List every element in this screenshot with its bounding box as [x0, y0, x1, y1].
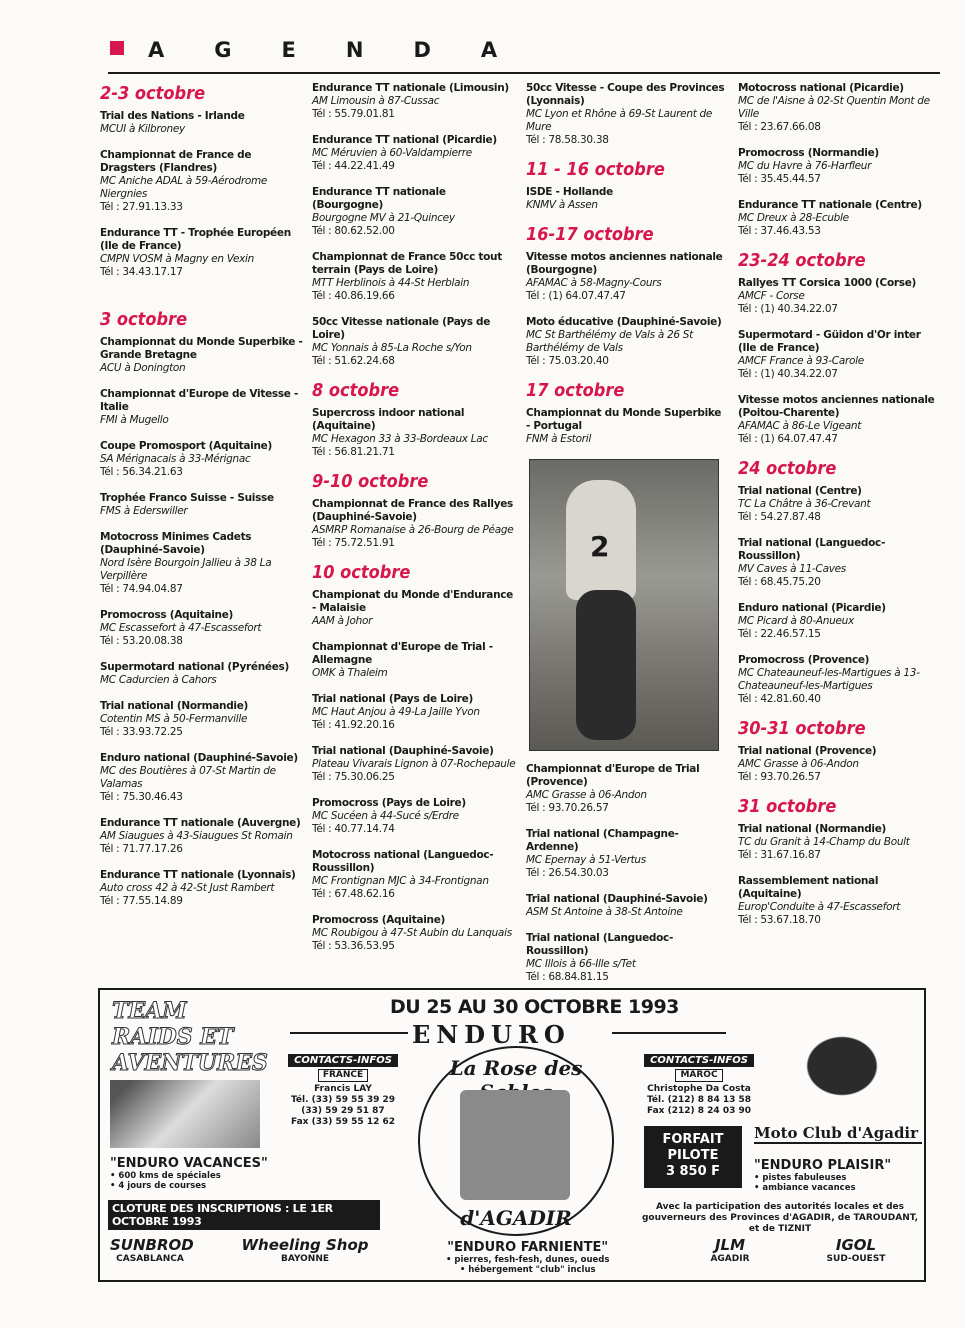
event-phone: Tél : 22.46.57.15: [738, 628, 821, 640]
agenda-event: [738, 745, 941, 784]
agenda-event: [738, 199, 941, 238]
event-phone: Tél : 71.77.17.26: [100, 843, 183, 855]
event-organizer: MC Frontignan MJC à 34-Frontignan: [312, 875, 489, 887]
event-title: Promocross (Provence): [738, 654, 870, 666]
agenda-event: [312, 82, 517, 121]
event-title: Trial national (Normandie): [738, 823, 887, 835]
sponsor-igol: IGOL SUD-OUEST: [826, 1236, 886, 1264]
event-title: Trial national (Provence): [738, 745, 877, 757]
trial-rider-photo: [529, 459, 719, 751]
event-title: Enduro national (Dauphiné-Savoie): [100, 752, 298, 764]
event-organizer: MC Sucéen à 44-Sucé s/Erdre: [312, 810, 459, 822]
event-organizer: MC Picard à 80-Anueux: [738, 615, 854, 627]
event-title: Championnat de France 50cc tout terrain (Pays de Loire): [312, 251, 502, 276]
event-phone: Tél : 68.45.75.20: [738, 576, 821, 588]
event-phone: Tél : 33.93.72.25: [100, 726, 183, 738]
event-title: Promocross (Pays de Loire): [312, 797, 466, 809]
event-organizer: MC Epernay à 51-Vertus: [526, 854, 646, 866]
event-phone: Tél : 80.62.52.00: [312, 225, 395, 237]
event-phone: Tél : 75.30.06.25: [312, 771, 395, 783]
event-organizer: FMS à Ederswiller: [100, 505, 188, 517]
event-organizer: MC Méruvien à 60-Valdampierre: [312, 147, 472, 159]
event-organizer: MC Cadurcien à Cahors: [100, 674, 217, 686]
agenda-event: [100, 700, 304, 739]
event-organizer: Auto cross 42 à 42-St Just Rambert: [100, 882, 275, 894]
event-organizer: Europ'Conduite à 47-Escassefort: [738, 901, 901, 913]
event-title: Endurance TT nationale (Centre): [738, 199, 922, 211]
event-title: Motocross national (Picardie): [738, 82, 904, 94]
event-phone: Tél : 34.43.17.17: [100, 266, 183, 278]
event-organizer: OMK à Thaleim: [312, 667, 388, 679]
event-phone: Tél : 42.81.60.40: [738, 693, 821, 705]
agenda-event: [312, 251, 517, 303]
spacer: [100, 292, 304, 308]
agenda-event: [100, 227, 304, 279]
enduro-farniente: "ENDURO FARNIENTE" • pierres, fesh-fesh, dunes, oueds • hébergement "club" inclus: [446, 1240, 609, 1275]
agenda-event: [738, 602, 941, 641]
agenda-event: [312, 589, 517, 628]
event-phone: Tél : 40.86.19.66: [312, 290, 395, 302]
sponsor-sunbrod: SUNBROD CASABLANCA: [110, 1236, 194, 1264]
event-phone: Tél : 51.62.24.68: [312, 355, 395, 367]
agenda-event: [526, 407, 727, 446]
event-title: Vitesse motos anciennes nationale (Bourgogne): [526, 251, 723, 276]
event-organizer: Plateau Vivarais Lignon à 07-Rochepaule: [312, 758, 516, 770]
event-title: Rassemblement national (Aquitaine): [738, 875, 879, 900]
enduro-sketch-image: [110, 1080, 260, 1148]
agenda-event: [526, 251, 727, 303]
agenda-event: [312, 134, 517, 173]
event-organizer: FNM à Estoril: [526, 433, 591, 445]
event-organizer: SA Mérignacais à 33-Mérignac: [100, 453, 251, 465]
event-phone: Tél : 26.54.30.03: [526, 867, 609, 879]
event-organizer: MC Dreux à 28-Ecuble: [738, 212, 849, 224]
moto-club-agadir: Moto Club d'Agadir: [754, 1124, 922, 1144]
event-organizer: TC du Granit à 14-Champ du Boult: [738, 836, 910, 848]
motorcycle-shape: [576, 590, 636, 740]
event-organizer: KNMV à Assen: [526, 199, 598, 211]
date-heading: 24 octobre: [738, 458, 837, 479]
event-phone: Tél : 37.46.43.53: [738, 225, 821, 237]
sponsor-wheeling-shop: Wheeling Shop BAYONNE: [241, 1236, 369, 1264]
agenda-title: A G E N D A: [148, 38, 498, 62]
event-title: Endurance TT nationale (Auvergne): [100, 817, 301, 829]
event-title: 50cc Vitesse nationale (Pays de Loire): [312, 316, 491, 341]
event-title: Trial national (Languedoc-Roussillon): [526, 932, 674, 957]
date-heading: 10 octobre: [312, 562, 411, 583]
event-title: Coupe Promosport (Aquitaine): [100, 440, 272, 452]
divider: [290, 1032, 408, 1034]
event-phone: Tél : (1) 40.34.22.07: [738, 368, 838, 380]
event-organizer: ASM St Antoine à 38-St Antoine: [526, 906, 683, 918]
date-heading: 23-24 octobre: [738, 250, 866, 271]
event-organizer: ASMRP Romanaise à 26-Bourg de Péage: [312, 524, 514, 536]
sponsor-jlm: JLM AGADIR: [710, 1236, 750, 1264]
event-title: Endurance TT national (Picardie): [312, 134, 497, 146]
agenda-event: [738, 147, 941, 186]
agenda-event: [312, 693, 517, 732]
event-title: ISDE - Hollande: [526, 186, 613, 198]
event-phone: Tél : 53.20.08.38: [100, 635, 183, 647]
enduro-plaisir: "ENDURO PLAISIR" • pistes fabuleuses • ambiance vacances: [754, 1158, 891, 1193]
event-phone: Tél : (1) 64.07.47.47: [526, 290, 626, 302]
date-heading: 11 - 16 octobre: [526, 159, 665, 180]
date-heading: 3 octobre: [100, 309, 188, 330]
enduro-vacances: "ENDURO VACANCES" • 600 kms de spéciales • 4 jours de courses: [110, 1156, 268, 1191]
agenda-event: [526, 932, 727, 984]
event-organizer: MC du Havre à 76-Harfleur: [738, 160, 872, 172]
event-organizer: ACU à Donington: [100, 362, 186, 374]
agenda-event: [526, 763, 727, 815]
event-title: Championnat d'Europe de Trial - Allemagne: [312, 641, 493, 666]
event-title: Promocross (Aquitaine): [312, 914, 446, 926]
event-organizer: AFAMAC à 58-Magny-Cours: [526, 277, 662, 289]
agenda-event: [738, 329, 941, 381]
date-heading: 8 octobre: [312, 380, 400, 401]
event-phone: Tél : (1) 64.07.47.47: [738, 433, 838, 445]
event-organizer: AM Limousin à 87-Cussac: [312, 95, 440, 107]
event-title: Rallyes TT Corsica 1000 (Corse): [738, 277, 917, 289]
event-title: Motocross national (Languedoc-Roussillon): [312, 849, 494, 874]
event-title: Enduro national (Picardie): [738, 602, 886, 614]
event-organizer: CMPN VOSM à Magny en Vexin: [100, 253, 255, 265]
date-heading: 9-10 octobre: [312, 471, 429, 492]
agenda-event: [100, 752, 304, 804]
agenda-event: [738, 277, 941, 316]
event-phone: Tél : 44.22.41.49: [312, 160, 395, 172]
event-organizer: AFAMAC à 86-Le Vigeant: [738, 420, 862, 432]
event-phone: Tél : 56.34.21.63: [100, 466, 183, 478]
event-title: Promocross (Normandie): [738, 147, 879, 159]
event-organizer: AMC Grasse à 06-Andon: [526, 789, 647, 801]
event-title: Trial national (Dauphiné-Savoie): [312, 745, 494, 757]
event-phone: Tél : 23.67.66.08: [738, 121, 821, 133]
date-heading: 17 octobre: [526, 380, 625, 401]
event-organizer: AAM à Johor: [312, 615, 373, 627]
event-phone: Tél : 67.48.62.16: [312, 888, 395, 900]
event-phone: Tél : 75.03.20.40: [526, 355, 609, 367]
agenda-event: [100, 388, 304, 427]
agenda-column-1: [100, 82, 304, 921]
agenda-event: [526, 316, 727, 368]
event-organizer: AM Siaugues à 43-Siaugues St Romain: [100, 830, 293, 842]
date-heading: 31 octobre: [738, 796, 837, 817]
agenda-event: [312, 316, 517, 368]
agenda-event: [100, 661, 304, 687]
agenda-event: [312, 407, 517, 459]
event-organizer: MC des Boutières à 07-St Martin de Valamas: [100, 765, 276, 790]
event-phone: Tél : 53.36.53.95: [312, 940, 395, 952]
event-organizer: MC Haut Anjou à 49-La Jaille Yvon: [312, 706, 480, 718]
event-organizer: MC Escassefort à 47-Escassefort: [100, 622, 262, 634]
agenda-event: [100, 440, 304, 479]
event-title: Endurance TT nationale (Limousin): [312, 82, 509, 94]
event-phone: Tél : 74.94.04.87: [100, 583, 183, 595]
rider-number: 2: [590, 530, 610, 563]
event-organizer: AMC Grasse à 06-Andon: [738, 758, 859, 770]
closing-date-banner: CLOTURE DES INSCRIPTIONS : LE 1ER OCTOBRE 1993: [108, 1200, 380, 1230]
date-heading: 16-17 octobre: [526, 224, 654, 245]
event-title: Endurance TT - Trophée Européen (Ile de France): [100, 227, 291, 252]
event-phone: Tél : 54.27.87.48: [738, 511, 821, 523]
agenda-event: [100, 609, 304, 648]
enduro-advertisement: [98, 988, 926, 1282]
event-phone: Tél : 68.84.81.15: [526, 971, 609, 983]
event-organizer: MCUI à Kilbroney: [100, 123, 185, 135]
event-organizer: MV Caves à 11-Caves: [738, 563, 846, 575]
event-title: Supermotard - Güidon d'Or inter (Ile de France): [738, 329, 921, 354]
event-title: Promocross (Aquitaine): [100, 609, 234, 621]
event-phone: Tél : 56.81.21.71: [312, 446, 395, 458]
event-title: Trial national (Dauphiné-Savoie): [526, 893, 708, 905]
agenda-event: [100, 149, 304, 214]
event-phone: Tél : 41.92.20.16: [312, 719, 395, 731]
event-organizer: MC Lyon et Rhône à 69-St Laurent de Mure: [526, 108, 713, 133]
forfait-pilote-box: FORFAIT PILOTE 3 850 F: [644, 1126, 742, 1188]
rose-des-sables-logo: La Rose des d'AGADIR: [418, 1046, 614, 1236]
event-organizer: MC Chateauneuf-les-Martigues à 13-Chateauneuf-les-Martigues: [738, 667, 920, 692]
event-organizer: MC Aniche ADAL à 59-Aérodrome Niergnies: [100, 175, 268, 200]
agenda-event: [100, 869, 304, 908]
event-phone: Tél : 35.45.44.57: [738, 173, 821, 185]
agenda-event: [738, 82, 941, 134]
date-heading: 2-3 octobre: [100, 83, 206, 104]
event-phone: Tél : 75.72.51.91: [312, 537, 395, 549]
event-title: Trophée Franco Suisse - Suisse: [100, 492, 274, 504]
event-title: Trial national (Normandie): [100, 700, 249, 712]
event-phone: Tél : 53.67.18.70: [738, 914, 821, 926]
team-raids-logo: TEAM RAIDS ET AVENTURES: [112, 998, 268, 1076]
event-phone: Tél : 27.91.13.33: [100, 201, 183, 213]
ad-dates: DU 25 AU 30 OCTOBRE 1993: [390, 996, 679, 1018]
participation-note: Avec la participation des autorités locales et des gouverneurs des Provinces d'AGADIR, de TAROUDANT, et de TIZNIT: [641, 1202, 919, 1234]
event-title: Moto éducative (Dauphiné-Savoie): [526, 316, 722, 328]
event-title: Trial national (Languedoc-Roussillon): [738, 537, 886, 562]
ad-enduro-title: ENDURO: [412, 1020, 571, 1049]
agenda-event: [100, 817, 304, 856]
event-organizer: Bourgogne MV à 21-Quincey: [312, 212, 455, 224]
event-title: Championat du Monde d'Endurance - Malaisie: [312, 589, 514, 614]
agenda-event: [312, 186, 517, 238]
event-title: Championnat d'Europe de Trial (Provence): [526, 763, 700, 788]
agenda-event: [312, 641, 517, 680]
contact-france: CONTACTS-INFOS FRANCE Francis LAY Tél. (33) 59 55 39 29 (33) 59 29 51 87 Fax (33) 59 55 12 62: [288, 1054, 398, 1128]
event-organizer: Nord Isère Bourgoin Jallieu à 38 La Verpillère: [100, 557, 272, 582]
event-title: Championnat de France des Rallyes (Dauphiné-Savoie): [312, 498, 514, 523]
agenda-column-2: [312, 82, 517, 966]
event-phone: Tél : (1) 40.34.22.07: [738, 303, 838, 315]
agenda-event: [738, 823, 941, 862]
event-phone: Tél : 93.70.26.57: [526, 802, 609, 814]
event-title: Championnat de France de Dragsters (Flandres): [100, 149, 252, 174]
agenda-event: [100, 336, 304, 375]
rider-picture: [460, 1090, 570, 1200]
agenda-event: [526, 186, 727, 212]
event-title: Endurance TT nationale (Bourgogne): [312, 186, 446, 211]
event-title: Championnat du Monde Superbike - Portugal: [526, 407, 722, 432]
event-organizer: TC La Châtre à 36-Crevant: [738, 498, 871, 510]
event-title: Championnat d'Europe de Vitesse - Italie: [100, 388, 299, 413]
event-title: 50cc Vitesse - Coupe des Provinces (Lyonnais): [526, 82, 725, 107]
event-title: Motocross Minimes Cadets (Dauphiné-Savoie): [100, 531, 252, 556]
agenda-event: [312, 745, 517, 784]
agenda-event: [100, 492, 304, 518]
event-organizer: MC Illois à 66-Ille s/Tet: [526, 958, 636, 970]
agenda-event: [738, 875, 941, 927]
event-phone: Tél : 55.79.01.81: [312, 108, 395, 120]
event-title: Championnat du Monde Superbike - Grande Bretagne: [100, 336, 303, 361]
agenda-event: [312, 914, 517, 953]
motorcycle-jump-image: [782, 1016, 902, 1116]
event-organizer: MTT Herblinois à 44-St Herblain: [312, 277, 470, 289]
event-title: Supermotard national (Pyrénées): [100, 661, 289, 673]
event-organizer: FMI à Mugello: [100, 414, 169, 426]
agenda-column-3: [526, 82, 727, 997]
event-phone: Tél : 93.70.26.57: [738, 771, 821, 783]
event-organizer: MC de l'Aisne à 02-St Quentin Mont de Ville: [738, 95, 930, 120]
agenda-event: [738, 394, 941, 446]
event-title: Endurance TT nationale (Lyonnais): [100, 869, 296, 881]
event-phone: Tél : 78.58.30.38: [526, 134, 609, 146]
agenda-event: [526, 893, 727, 919]
event-title: Supercross indoor national (Aquitaine): [312, 407, 465, 432]
event-organizer: AMCF - Corse: [738, 290, 805, 302]
event-organizer: MC Hexagon 33 à 33-Bordeaux Lac: [312, 433, 488, 445]
agenda-event: [738, 537, 941, 589]
agenda-event: [312, 797, 517, 836]
event-title: Trial national (Champagne-Ardenne): [526, 828, 679, 853]
agenda-event: [312, 849, 517, 901]
agenda-event: [100, 531, 304, 596]
divider: [612, 1032, 726, 1034]
event-organizer: Cotentin MS à 50-Fermanville: [100, 713, 248, 725]
date-heading: 30-31 octobre: [738, 718, 866, 739]
event-organizer: AMCF France à 93-Carole: [738, 355, 864, 367]
event-title: Vitesse motos anciennes nationale (Poitou-Charente): [738, 394, 935, 419]
event-organizer: MC Roubigou à 47-St Aubin du Lanquais: [312, 927, 512, 939]
red-square-icon: [110, 41, 124, 55]
agenda-event: [738, 654, 941, 706]
event-title: Trial national (Centre): [738, 485, 862, 497]
event-phone: Tél : 77.55.14.89: [100, 895, 183, 907]
agenda-event: [738, 485, 941, 524]
event-title: Trial national (Pays de Loire): [312, 693, 473, 705]
agenda-event: [100, 110, 304, 136]
event-phone: Tél : 31.67.16.87: [738, 849, 821, 861]
agenda-header: [108, 38, 940, 74]
event-title: Trial des Nations - Irlande: [100, 110, 245, 122]
agenda-event: [526, 82, 727, 147]
agenda-event: [526, 828, 727, 880]
event-phone: Tél : 40.77.14.74: [312, 823, 395, 835]
sponsor-bar: [100, 1236, 924, 1280]
event-phone: Tél : 75.30.46.43: [100, 791, 183, 803]
contact-maroc: CONTACTS-INFOS MAROC Christophe Da Costa Tél. (212) 8 84 13 58 Fax (212) 8 24 03 90: [644, 1054, 754, 1117]
event-organizer: MC St Barthélémy de Vals à 26 St Barthélémy de Vals: [526, 329, 693, 354]
agenda-column-4: [738, 82, 941, 940]
agenda-event: [312, 498, 517, 550]
event-organizer: MC Yonnais à 85-La Roche s/Yon: [312, 342, 472, 354]
